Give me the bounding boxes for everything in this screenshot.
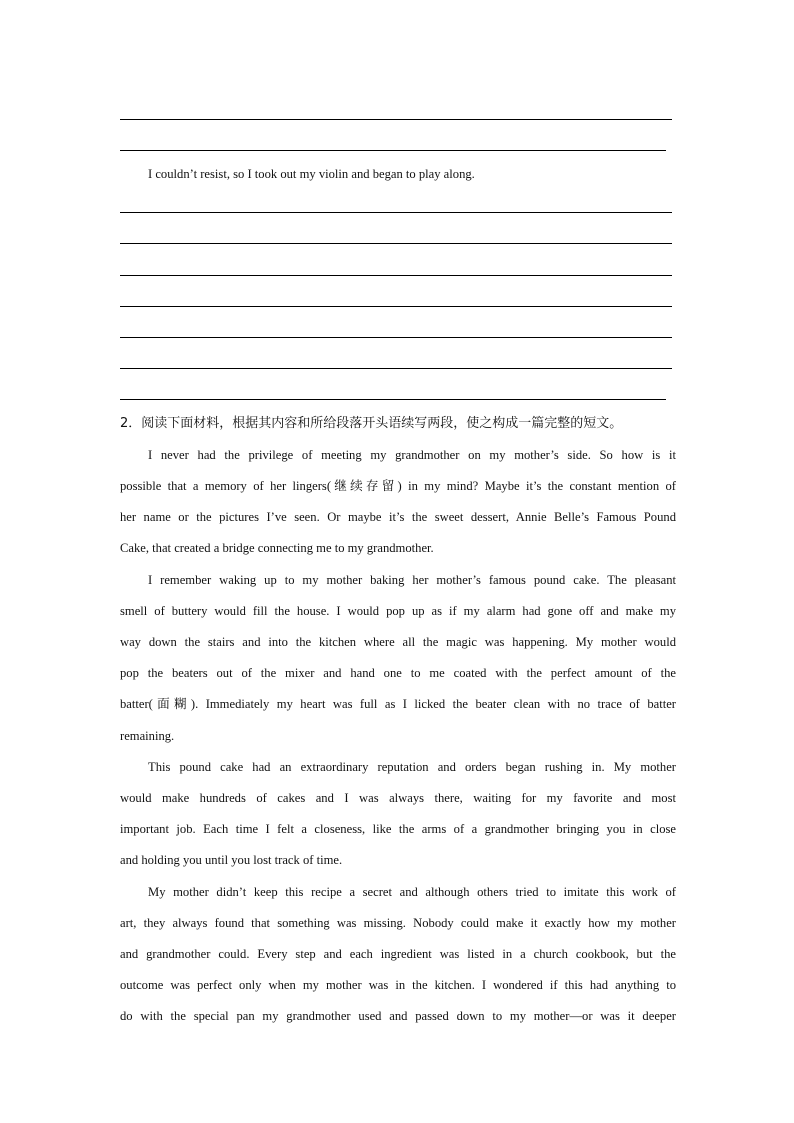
paragraph-line: and grandmother could. Every step and each ingredient was listed in a church cookbook, but the [120, 947, 676, 961]
paragraph-line: Cake, that created a bridge connecting me to my grandmother. [120, 541, 434, 555]
paragraph-line: and holding you until you lost track of time. [120, 853, 343, 867]
paragraph-line: batter(面糊). Immediately my heart was full as I licked the beater clean with no trace of batter [120, 697, 676, 711]
paragraph-line: her name or the pictures I’ve seen. Or maybe it’s the sweet dessert, Annie Belle’s Famous Pound [120, 510, 676, 524]
paragraph-line: I never had the privilege of meeting my grandmother on my mother’s side. So how is it [148, 448, 676, 462]
writing-line [120, 306, 672, 307]
paragraph-line: remaining. [120, 729, 175, 743]
writing-line [120, 275, 672, 276]
writing-line [120, 337, 672, 338]
paragraph-line: possible that a memory of her lingers(继续存留) in my mind? Maybe it’s the constant mention of [120, 479, 676, 493]
writing-line [120, 119, 672, 120]
question-heading: 2．阅读下面材料，根据其内容和所给段落开头语续写两段，使之构成一篇完整的短文。 [120, 416, 623, 431]
paragraph-line: do with the special pan my grandmother used and passed down to my mother—or was it deeper [120, 1009, 676, 1023]
paragraph-line: outcome was perfect only when my mother was in the kitchen. I wondered if this had anything to [120, 978, 676, 992]
paragraph-line: My mother didn’t keep this recipe a secret and although others tried to imitate this work of [148, 885, 676, 899]
paragraph-line: would make hundreds of cakes and I was always there, waiting for my favorite and most [120, 791, 676, 805]
writing-line [120, 212, 672, 213]
paragraph-line: smell of buttery would fill the house. I would pop up as if my alarm had gone off and make my [120, 604, 676, 618]
writing-line [120, 150, 666, 151]
writing-line [120, 368, 672, 369]
answer-prompt-sentence: I couldn’t resist, so I took out my violin and began to play along. [148, 167, 475, 181]
paragraph-line: pop the beaters out of the mixer and hand one to me coated with the perfect amount of the [120, 666, 676, 680]
paragraph-line: important job. Each time I felt a closeness, like the arms of a grandmother bringing you in close [120, 822, 676, 836]
paragraph-line: way down the stairs and into the kitchen where all the magic was happening. My mother would [120, 635, 676, 649]
paragraph-line: art, they always found that something was missing. Nobody could make it exactly how my mother [120, 916, 676, 930]
writing-line [120, 399, 666, 400]
paragraph-line: I remember waking up to my mother baking her mother’s famous pound cake. The pleasant [148, 573, 676, 587]
paragraph-line: This pound cake had an extraordinary reputation and orders began rushing in. My mother [148, 760, 676, 774]
writing-line [120, 243, 672, 244]
